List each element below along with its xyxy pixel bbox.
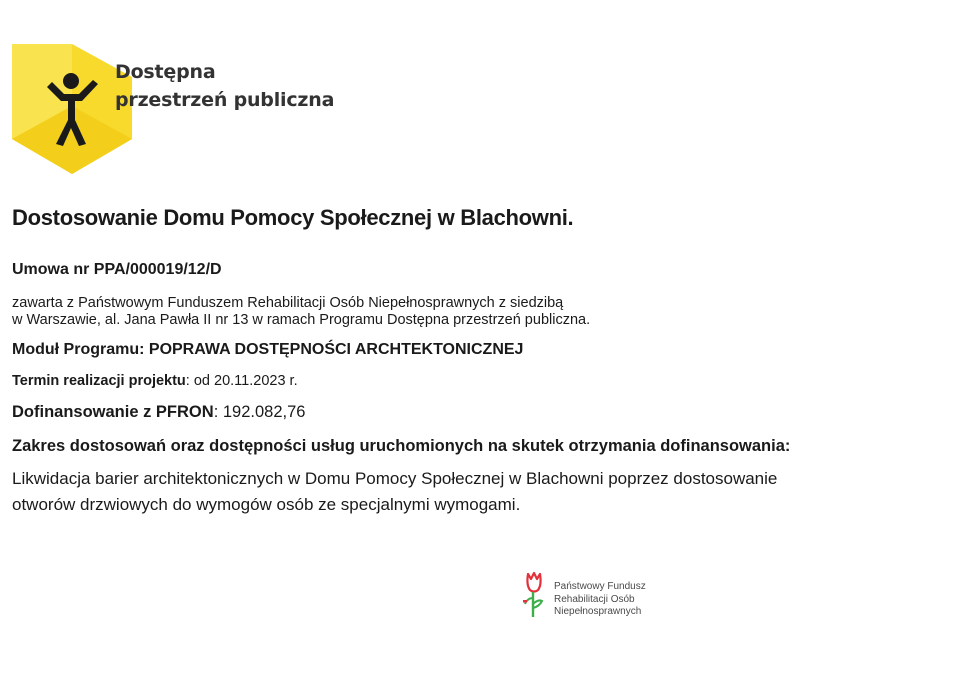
project-term <box>12 373 952 389</box>
term-label: Termin realizacji projektu <box>12 373 186 389</box>
scope-heading: Zakres dostosowań oraz dostępności usług uruchomionych na skutek otrzymania dofinansowania: <box>12 437 791 455</box>
pfron-logo-text <box>554 581 646 619</box>
tulip-icon <box>518 570 550 622</box>
contract-desc-line1: zawarta z Państwowym Funduszem Rehabilitacji Osób Niepełnosprawnych z siedzibą <box>12 295 564 311</box>
funding-value: : 192.082,76 <box>213 403 306 421</box>
pfron-logo <box>518 570 678 622</box>
program-module <box>12 341 952 359</box>
program-logo-text <box>115 58 334 114</box>
pfron-logo-line1: Państwowy Fundusz <box>554 581 646 592</box>
contract-desc-line2: w Warszawie, al. Jana Pawła II nr 13 w ramach Programu Dostępna przestrzeń publiczna. <box>12 312 591 328</box>
announcement-content <box>12 205 952 518</box>
contract-description <box>12 295 952 329</box>
scope-line1: Likwidacja barier architektonicznych w Domu Pomocy Społecznej w Blachowni poprzez dostosowanie <box>12 469 778 488</box>
contract-number: Umowa nr PPA/000019/12/D <box>12 261 222 278</box>
page-title: Dostosowanie Domu Pomocy Społecznej w Blachowni. <box>12 205 574 230</box>
term-value: : od 20.11.2023 r. <box>185 373 298 389</box>
program-logo <box>12 44 335 174</box>
scope-description <box>12 466 952 518</box>
program-logo-line2: przestrzeń publiczna <box>115 89 335 111</box>
pfron-funding <box>12 403 952 422</box>
scope-line2: otworów drzwiowych do wymogów osób ze specjalnymi wymogami. <box>12 495 521 514</box>
module-label: Moduł Programu: <box>12 341 145 358</box>
program-logo-line1: Dostępna <box>115 61 216 83</box>
pfron-logo-line3: Niepełnosprawnych <box>554 606 642 617</box>
pfron-logo-line2: Rehabilitacji Osób <box>554 593 635 605</box>
module-value: POPRAWA DOSTĘPNOŚCI ARCHTEKTONICZNEJ <box>148 341 524 358</box>
funding-label: Dofinansowanie z PFRON <box>12 403 214 421</box>
